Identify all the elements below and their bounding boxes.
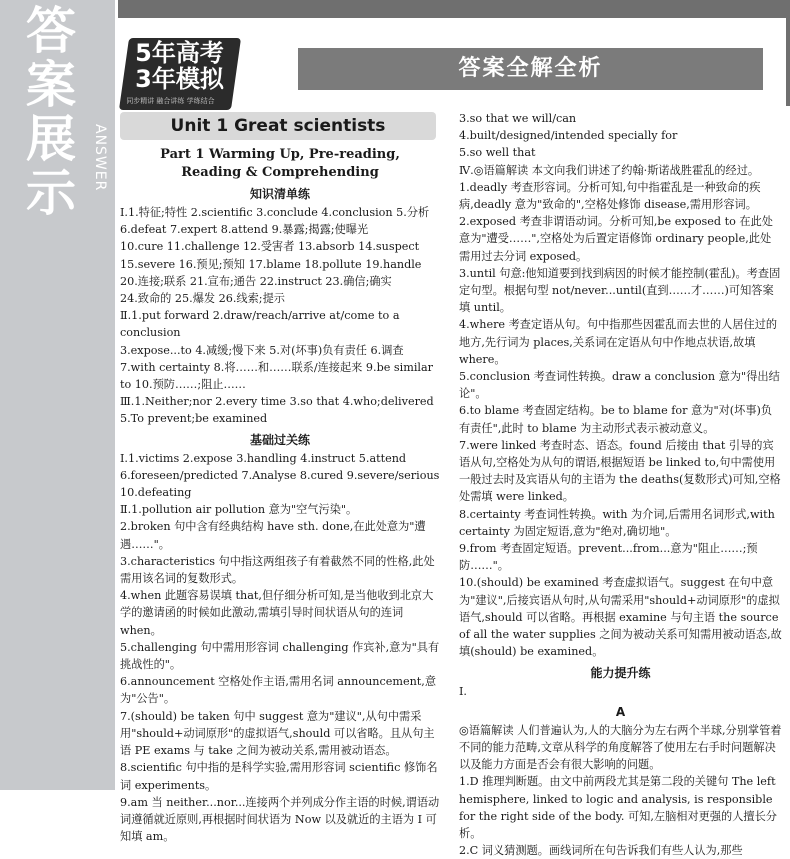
book-logo <box>119 38 241 110</box>
left-column <box>120 110 440 845</box>
answer-line: Ⅲ.1.Neither;nor 2.every time 3.so that 4.who;delivered <box>120 395 434 409</box>
section-heading-3: 能力提升练 <box>590 665 651 680</box>
answer-item: 1.D 推理判断题。由文中前两段尤其是第二段的关键句 The left hemisphere, linked to logic and analysis, is responsible for the right side of the body. 可知,左脑相对更强的人擅长分析。 <box>459 775 777 840</box>
answer-line: 15.severe 16.预见;预知 17.blame 18.pollute 19.handle <box>120 257 422 271</box>
answer-item: 8.certainty 考查词性转换。with 为介词,后需用名词形式,with certainty 为固定短语,意为"绝对,确切地"。 <box>459 507 775 538</box>
answer-item: 4.when 此题容易误填 that,但仔细分析可知,是当他收到北京大学的邀请函的时候如此激动,需填引导时间状语从句的连词 when。 <box>120 589 434 637</box>
title-band <box>298 48 763 90</box>
answer-line: Ⅱ.1.pollution air pollution 意为"空气污染"。 <box>120 503 358 517</box>
answer-item: 3.characteristics 句中指这两组孩子有着截然不同的性格,此处需用该名词的复数形式。 <box>120 554 435 586</box>
answer-item: 6.announcement 空格处作主语,需用名词 announcement,意为"公告"。 <box>120 675 437 706</box>
side-title: 答案展示 <box>26 2 76 222</box>
header <box>118 0 790 106</box>
logo-line1: 5年高考 <box>135 39 224 67</box>
section-heading-1: 知识清单练 <box>249 187 310 201</box>
section-heading-2: 基础过关练 <box>249 432 310 447</box>
answer-line: 6.foreseen/predicted 7.Analyse 8.cured 9.severe/serious <box>120 468 440 482</box>
answer-line: 7.with certainty 8.将……和……联系/连接起来 9.be similar to 10.预防……;阻止…… <box>120 360 434 392</box>
part-title-1: Part 1 Warming Up, Pre-reading, <box>160 147 400 162</box>
answer-item: 2.broken 句中含有经典结构 have sth. done,在此处意为"遭遇……"。 <box>120 520 426 551</box>
part-title-2: Reading & Comprehending <box>181 165 379 180</box>
passage-note: ◎语篇解读 人们普遍认为,人的大脑分为左右两个半球,分别掌管着不同的能力范畴,文章从科学的角度解答了使用左右手时问题解决以及能力方面是否会有很大影响的问题。 <box>459 723 782 772</box>
answer-line: Ⅰ.1.victims 2.expose 3.handling 4.instruct 5.attend <box>120 451 407 465</box>
header-bg <box>118 18 786 106</box>
answer-item: 7.were linked 考查时态、语态。found 后接由 that 引导的宾语从句,空格处为从句的谓语,根据短语 be linked to,句中需使用一般过去时及宾语从句的主语为 the deaths(复数形式)可知,空格处需填 were linked。 <box>459 438 781 504</box>
answer-line: 4.built/designed/intended specially for <box>459 129 678 143</box>
answer-item: 9.am 当 neither...nor...连接两个并列成分作主语的时候,谓语动词遵循就近原则,再根据时间状语为 Now 以及就近的主语为 I 可知填 am。 <box>120 795 440 844</box>
passage-letter: A <box>615 704 626 719</box>
answer-item: 2.exposed 考查非谓语动词。分析可知,be exposed to 在此处意为"遭受……",空格处为后置定语修饰 ordinary people,此处需用过去分词 exposed。 <box>459 215 773 263</box>
side-tab <box>0 0 115 790</box>
answer-item: 5.conclusion 考查词性转换。draw a conclusion 意为"得出结论"。 <box>459 370 780 401</box>
answer-line: 10.defeating <box>120 486 192 500</box>
answer-item: 4.where 考查定语从句。句中指那些因霍乱而去世的人居住过的地方,先行词为 places,关系词在定语从句中作地点状语,故填 where。 <box>459 318 778 366</box>
answer-line: 3.expose...to 4.减缓;慢下来 5.对(坏事)负有责任 6.调查 <box>120 343 404 357</box>
roman-numeral: Ⅰ. <box>459 684 467 698</box>
answer-item: 7.(should) be taken 句中 suggest 意为"建议",从句中需采用"should+动词原形"的虚拟语气,should 可以省略。且从句主语 PE exams 与 take 之间为被动关系,需用被动语态。 <box>120 709 435 758</box>
answer-line: 5.To prevent;be examined <box>120 412 268 426</box>
answer-line: 5.so well that <box>459 146 536 160</box>
answer-line: 20.连接;联系 21.宣布;通告 22.instruct 23.确信;确实 <box>120 274 392 288</box>
answer-line: 10.cure 11.challenge 12.受害者 13.absorb 14.suspect <box>120 240 420 254</box>
logo-line2: 3年模拟 <box>135 65 224 93</box>
answer-item: 9.from 考查固定短语。prevent...from...意为"阻止……;预防……"。 <box>459 542 758 573</box>
passage-note: Ⅳ.◎语篇解读 本文向我们讲述了约翰·斯诺战胜霍乱的经过。 <box>459 163 760 177</box>
logo-text <box>135 40 224 92</box>
answer-item: 6.to blame 考查固定结构。be to blame for 意为"对(坏事)负有责任",此时 to blame 为主动形式表示被动意义。 <box>459 404 773 435</box>
unit-title: Unit 1 Great scientists <box>120 112 436 140</box>
answer-line: Ⅱ.1.put forward 2.draw/reach/arrive at/come to a conclusion <box>120 309 400 340</box>
answer-item: 2.C 词义猜测题。画线词所在句告诉我们有些人认为,那些 <box>459 844 743 858</box>
answer-line: 24.致命的 25.爆发 26.线索;提示 <box>120 292 285 306</box>
right-column <box>459 110 782 859</box>
answer-item: 10.(should) be examined 考查虚拟语气。suggest 在句中意为"建议",后接宾语从句时,从句需采用"should+动词原形"的虚拟语气,should 可以省略。再根据 examine 与句主语 the source of all the water supplies 之间为被动关系可知需用被动语态,故填(should) be examined。 <box>459 576 782 659</box>
answer-line: Ⅰ.1.特征;特性 2.scientific 3.conclude 4.conclusion 5.分析 6.defeat 7.expert 8.attend 9.暴露;揭露;使曝光 <box>120 206 430 237</box>
logo-subtitle: 同步精讲 融合讲练 学练结合 <box>126 97 215 105</box>
page-title: 答案全解全析 <box>458 56 603 81</box>
answer-item: 3.until 句意:他知道要到找到病因的时候才能控制(霍乱)。考查固定句型。根据句型 not/never...until(直到……才……)可知答案填 until。 <box>459 266 781 315</box>
answer-line: 3.so that we will/can <box>459 112 577 125</box>
answer-item: 1.deadly 考查形容词。分析可知,句中指霍乱是一种致命的疾病,deadly 意为"致命的",空格处修饰 disease,需用形容词。 <box>459 180 761 212</box>
side-label: ANSWER <box>92 124 108 192</box>
answer-item: 5.challenging 句中需用形容词 challenging 作宾补,意为"具有挑战性的"。 <box>120 640 440 672</box>
answer-item: 8.scientific 句中指的是科学实验,需用形容词 scientific 修饰名词 experiments。 <box>120 761 438 792</box>
